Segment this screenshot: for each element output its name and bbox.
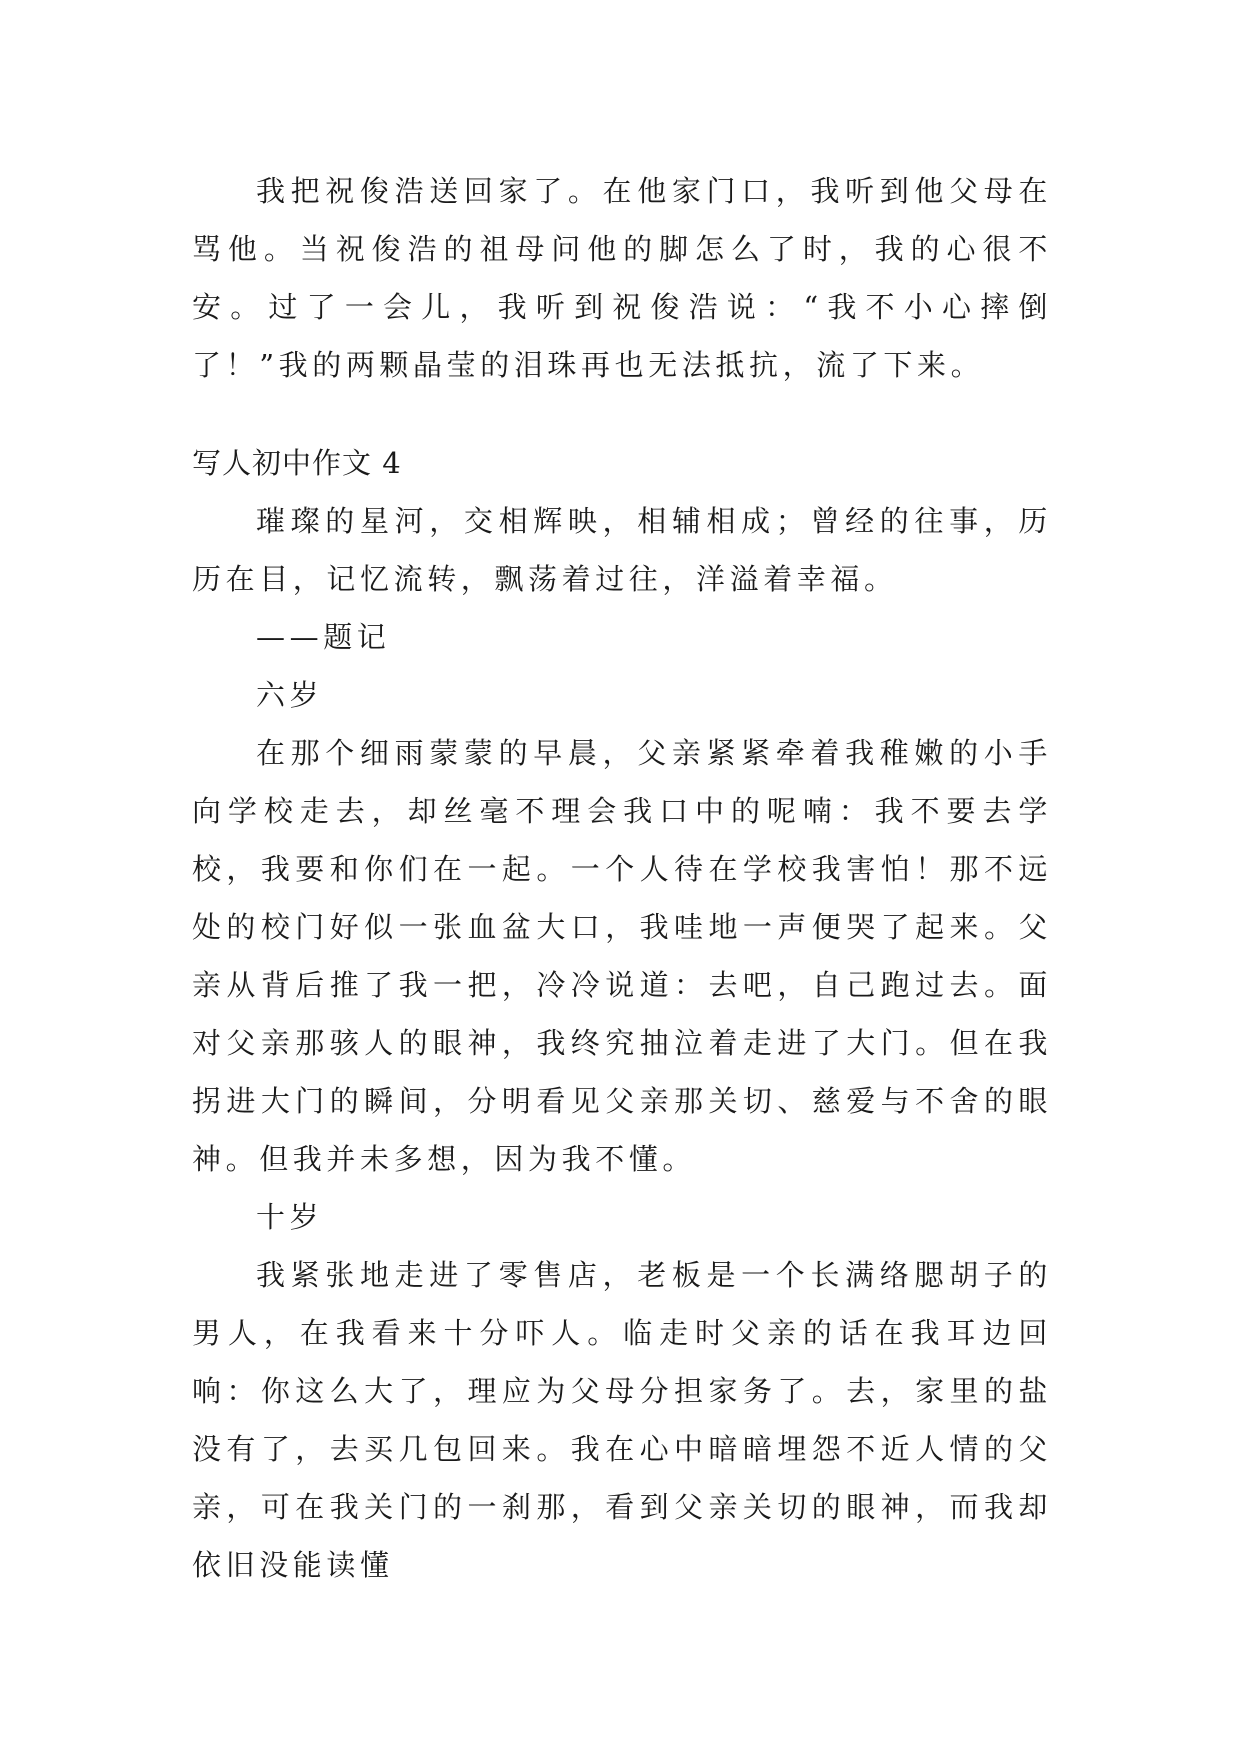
part2-paragraph: 我紧张地走进了零售店，老板是一个长满络腮胡子的男人，在我看来十分吓人。临走时父亲的话在我耳边回响：你这么大了，理应为父母分担家务了。去，家里的盐没有了，去买几包回来。我在心中暗暗埋怨不近人情的父亲，可在我关门的一刹那，看到父亲关切的眼神，而我却依旧没能读懂 [192,1258,1052,1582]
part2-title: 十岁 [256,1200,324,1234]
part1-paragraph: 在那个细雨蒙蒙的早晨，父亲紧紧牵着我稚嫩的小手向学校走去，却丝毫不理会我口中的呢喃：我不要去学校，我要和你们在一起。一个人待在学校我害怕！那不远处的校门好似一张血盆大口，我哇地一声便哭了起来。父亲从背后推了我一把，冷冷说道：去吧，自己跑过去。面对父亲那骇人的眼神，我终究抽泣着走进了大门。但在我拐进大门的瞬间，分明看见父亲那关切、慈爱与不舍的眼神。但我并未多想，因为我不懂。 [192,736,1052,1176]
epigraph-signature: ——题记 [256,620,391,654]
section-spacer [192,394,1052,434]
paragraph-intro: 我把祝俊浩送回家了。在他家门口，我听到他父母在骂他。当祝俊浩的祖母问他的脚怎么了时，我的心很不安。过了一会儿，我听到祝俊浩说：“我不小心摔倒了！”我的两颗晶莹的泪珠再也无法抵抗，流了下来。 [192,174,1052,382]
article-body [192,162,1052,1594]
epigraph-paragraph: 璀璨的星河，交相辉映，相辅相成；曾经的往事，历历在目，记忆流转，飘荡着过往，洋溢着幸福。 [192,504,1052,596]
section-title: 写人初中作文 4 [192,446,402,480]
part1-title: 六岁 [256,678,324,712]
